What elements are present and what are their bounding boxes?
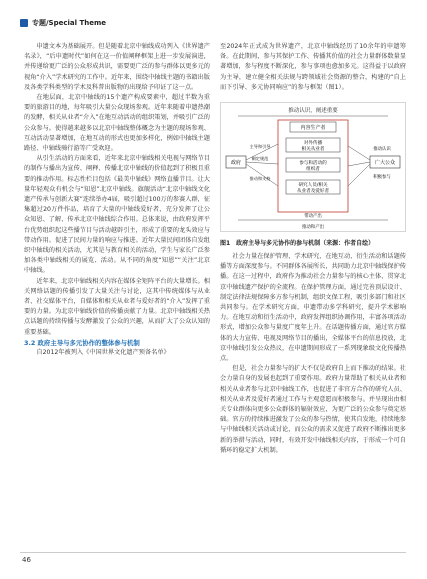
arrow-label: 推动和支持 bbox=[249, 176, 271, 181]
paragraph: 从引生活动的方面来看，近年来北京中轴线相关电视与网络节目的制作与播出为宣传、阐释、传播北京中轴线的价值起到了积极且重要的推动作用。标志性栏目包括《最美中轴线》网络直播节目。让大量年轻观众有机会与“知恩”北京中轴线。旗舰活动“北京中轴线文化遗产传承与创新大赛”连续举办4届，吸引超过100万的参赛人群，征集超过20万件作品，培育了大量的中轴线爱好者，充分发挥了让公众知恩、了解、传承北京中轴线综合作用。总体来说，由政府发挥平台优势组织起这些播节目与活动越辟引主，形成了重要的龙头效应与带动作用。促进了民间力量的响应与推进。近年大量民间团体自发组织中轴线的相关活动，尤其是与教育相关的活动，学生与家长广泛参加各类中轴线相关的展览、活动。从不同的角度“知恩”“关注”北京中轴线。 bbox=[24, 155, 211, 275]
center-item: 组织者 bbox=[306, 167, 320, 172]
center-item: 对外传播 bbox=[303, 141, 323, 146]
center-item: 研究人员/相关 bbox=[298, 183, 328, 188]
arrow-label: 主导和引导 bbox=[249, 144, 271, 149]
figure-diagram bbox=[220, 102, 406, 247]
left-box-label: 政府 bbox=[230, 160, 242, 166]
left-column bbox=[24, 42, 210, 358]
bottom-top-label: 带动产出 bbox=[304, 214, 322, 219]
right-column-bottom bbox=[220, 252, 406, 456]
section-title: 专题/Special Theme bbox=[32, 19, 107, 27]
center-item: 相关从业者 bbox=[301, 147, 325, 152]
figure-caption: 图1 政府主导与多元协作的参与机制（来源：作者自绘） bbox=[220, 240, 375, 247]
right-box-label: 广大公众 bbox=[374, 160, 396, 166]
paragraph: 自2012年被列入《中国世界文化遗产预备名单》 bbox=[36, 349, 170, 357]
page-number: 46 bbox=[22, 556, 31, 564]
center-top-label: 内容生产者 bbox=[300, 125, 326, 131]
diagram-title: 推动认识，阐述重要 bbox=[288, 108, 338, 114]
paragraph: 在地层面，北京中轴线的15个遗产构成要素中，超过半数为重要的旅游目的地，每年吸引大量公众现场参观。近年来随着申遗热潮的发酵，相关从业者“介入”在地互动活动的组织策划，并吸引广泛的公众参与。使得越来越多以北京中轴线整体概念为主题的现场参观、互动活动显著增加，在地互动的形式也更加多样化，例如中轴线主题路径、中轴线骑行游等广受欢迎。 bbox=[24, 94, 210, 153]
footer-divider bbox=[20, 552, 406, 553]
center-item: 参与和活动的 bbox=[299, 161, 327, 166]
paragraph: 近年来，北京中轴线相关内容在媒体全矩阵平台的大量增长。相关网络话题的传播引发了大量关注与讨论，这其中传统媒体与从业者、社交媒体平台，自媒体和相关从业者与爱好者的“介入”发挥了重要的力量。为北京中轴线价值的传播贡献了力量。北京中轴线相关热点话题的持续传播与发酵激发了公众的兴趣，从而扩大了公众认知的重要基础。 bbox=[24, 277, 210, 336]
right-column-top bbox=[220, 42, 406, 93]
bottom-label: 推动和产出 bbox=[302, 225, 324, 230]
section-header bbox=[20, 18, 106, 28]
paragraph: 至2024年正式成为世界遗产，北京中轴线经历了10余年的申遗筹备。在此期间，参与其保护工作、传播其价值的社会力量群体数量显著增加，参与程度不断深化，参与事项也愈加多元。这得益于以政府为主导，建立健全相关法规与跨领域社会资源的整合，构建的“自上而下引导、多元协同响应”的参与框架（图1）。 bbox=[220, 43, 406, 91]
mechanism-diagram bbox=[220, 102, 406, 232]
paragraph: 社会力量在保护管理、学术研究、在地互动、衍生活动和话题传播等方面深度参与。不同群体各展所长，共同助力北京中轴线保护传播。在这一过程中，政府作为推动社会力量参与的核心主体，贯穿北京中轴线遗产保护的全流程。在保护管理方面，通过完善顶层设计、制定法律法规保障多方参与机制，组织文保工程，吸引多部门和社区共同参与。在学术研究方面，申遗带动多学科研究，提升学术影响力。在地互动和衍生活动中，政府发挥组织协调作用，丰富各项活动形式，增加公众参与量度广度年上升。在话题传播方面，通过官方媒体的大力宣传、电视及网络节目的播出，全媒体平台的信息投放，北京中轴线引发公众热议，在申遗期间形成了一系列现象级文化传播热点。 bbox=[220, 253, 406, 363]
arrow-label: 制定规范 bbox=[251, 156, 269, 161]
right-bottom-label: 积极参与 bbox=[373, 175, 391, 180]
section-subheading: 3.2 政府主导与多元协作的整体参与机制 bbox=[24, 338, 140, 347]
center-item: 从业者及爱好者 bbox=[296, 189, 330, 194]
paragraph: 但是，社会力量参与的扩大不仅是政府自上而下推动的结果。社会力量自身的发展也起到了重要作用。政府力量帮助了相关从业者和相关从业者参与北京中轴线工作，也促进了非官方合作的研究人员、相关从业者及爱好者通过工作与主观意愿而积极参与。并呈现出由相关专业群体向更多公众群体的辐射效应，为更广泛的公众参与奠定基础。官方的持续推进激发了公众的参与热情，使其自发地，持续地参与中轴线相关活动或讨论，而公众的需求又促进了政府不断推出更多新的举措与活动，同时，有效开发中轴线相关内容，于形成一个可自循环的稳定扩大机制。 bbox=[220, 365, 406, 454]
right-top-label: 推动认识 bbox=[373, 147, 391, 152]
section-mark-icon bbox=[20, 19, 28, 27]
paragraph: 申遗文本为基础展开。但是随着北京中轴线成功列入《世界遗产名录》，“后申遗时代”如何在这一价值阐释框架上进一步发展演进，并传递给更广泛的公众形成共识，需要更广泛的参与群体以更多元的视角“介入”学术研究的工作中。近年来，围绕中轴线主题的书籍出版及各类学科类型的学术及科普出版物的出现给予印证了这一点。 bbox=[24, 43, 210, 91]
